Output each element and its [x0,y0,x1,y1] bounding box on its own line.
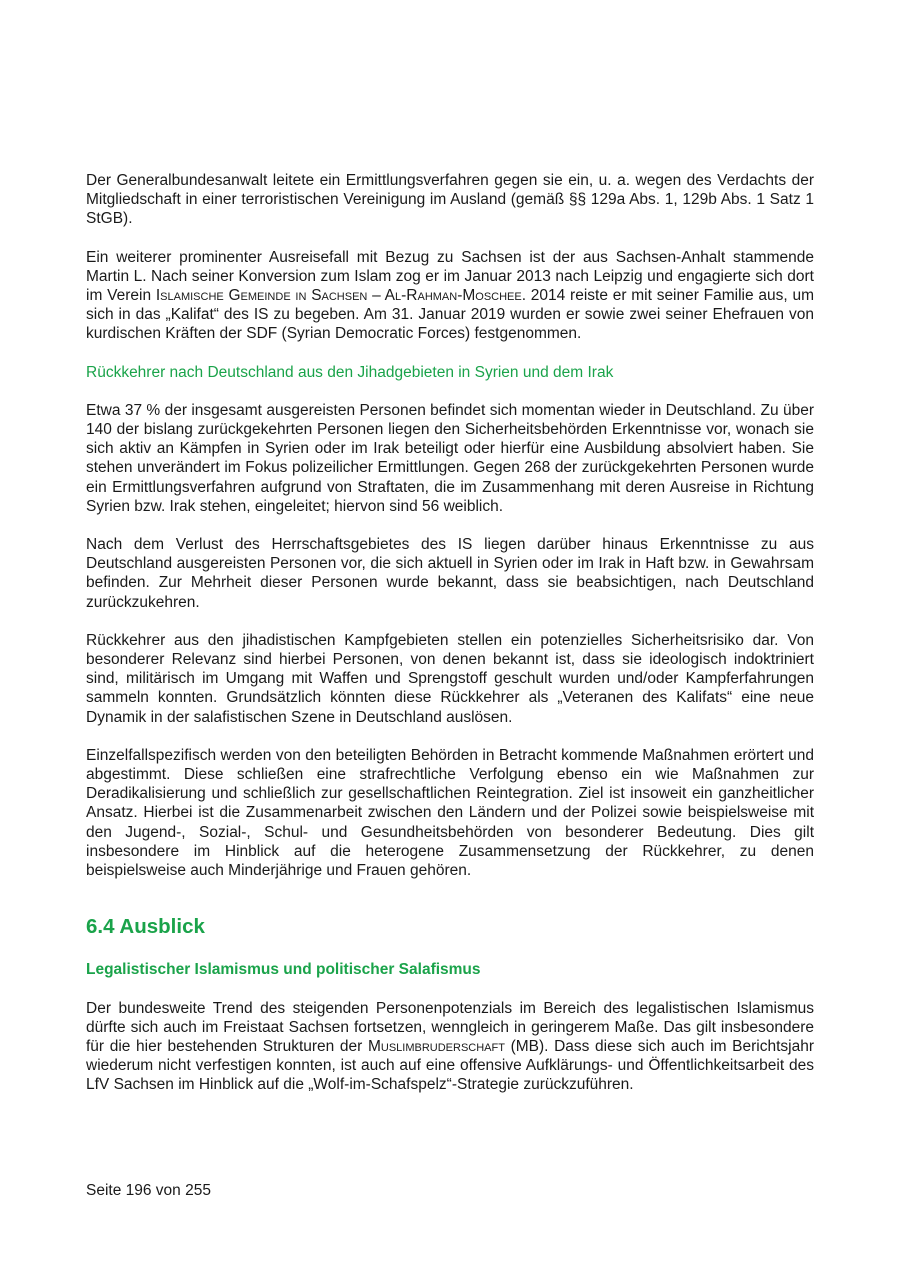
paragraph-sicherheitsrisiko: Rückkehrer aus den jihadistischen Kampfgebieten stellen ein potenzielles Sicherheitsrisiko dar. Von besonderer Relevanz sind hierbei Personen, von denen bekannt ist, dass sie ideologisch indoktriniert sind, militärisch im Umgang mit Waffen und Sprengstoff geschult wurden und/oder Kampferfahrungen sammeln konnten. Grundsätzlich könnten diese Rückkehrer als „Veteranen des Kalifats“ eine neue Dynamik in der salafistischen Szene in Deutschland auslösen. [86,631,814,726]
document-body [86,171,814,1095]
section-heading-ausblick: 6.4 Ausblick [86,915,205,939]
paragraph-text: (MB). Dass diese sich auch im Berichtsjahr wiederum nicht verfestigen konnten, ist auch auf eine offensive Aufklärungs- und Öffentlichkeitsarbeit des LfV Sachsen im Hinblick auf die „Wolf-im-Schafspelz“-Strategie zurückzuführen. [86,1037,814,1094]
paragraph-massnahmen: Einzelfallspezifisch werden von den beteiligten Behörden in Betracht kommende Maßnahmen erörtert und abgestimmt. Diese schließen eine strafrechtliche Verfolgung ebenso ein wie Maßnahmen zur Deradikalisierung und schließlich zur gesellschaftlichen Reintegration. Ziel ist insoweit ein ganzheitlicher Ansatz. Hierbei ist die Zusammenarbeit zwischen den Ländern und der Polizei sowie beispielsweise mit den Jugend-, Sozial-, Schul- und Gesundheitsbehörden von besonderer Bedeutung. Dies gilt insbesondere im Hinblick auf die heterogene Zusammensetzung der Rückkehrer, zu denen beispielsweise auch Minderjährige und Frauen gehören. [86,746,814,880]
page-number: Seite 196 von 255 [86,1182,211,1199]
organization-name: Islamische Gemeinde in Sachsen – Al-Rahman-Moschee [155,287,522,305]
paragraph-rueckkehrer-statistik: Etwa 37 % der insgesamt ausgereisten Personen befindet sich momentan wieder in Deutschland. Zu über 140 der bislang zurückgekehrten Personen liegen den Sicherheitsbehörden Erkenntnisse vor, wonach sie sich aktiv an Kämpfen in Syrien oder im Irak beteiligt oder hierfür eine Ausbildung absolviert haben. Sie stehen unverändert im Fokus polizeilicher Ermittlungen. Gegen 268 der zurückgekehrten Personen wurde ein Ermittlungsverfahren aufgrund von Straftaten, die im Zusammenhang mit deren Ausreise in Richtung Syrien bzw. Irak stehen, eingeleitet; hiervon sind 56 weiblich. [86,401,814,515]
paragraph-text: Ein weiterer prominenter Ausreisefall mit Bezug zu Sachsen ist der aus Sachsen-Anhalt stammende Martin L. Nach seiner Konversion zum Islam zog er im Januar 2013 nach Leipzig und engagierte sich dort im Verein [86,248,814,305]
paragraph-herrschaftsgebiet: Nach dem Verlust des Herrschaftsgebietes des IS liegen darüber hinaus Erkenntnisse zu aus Deutschland ausgereisten Personen vor, die sich aktuell in Syrien oder im Irak in Haft bzw. in Gewahrsam befinden. Zur Mehrheit dieser Personen wurde bekannt, dass sie beabsichtigen, nach Deutschland zurückzukehren. [86,536,814,611]
section-subheading-rueckkehrer: Rückkehrer nach Deutschland aus den Jihadgebieten in Syrien und dem Irak [86,363,614,381]
organization-name: Muslimbruderschaft [367,1037,505,1055]
paragraph-text: Der bundesweite Trend des steigenden Personenpotenzials im Bereich des legalistischen Islamismus dürfte sich auch im Freistaat Sachsen fortsetzen, wenngleich in geringerem Maße. Das gilt insbesondere für die hier bestehenden Strukturen der [86,999,814,1055]
paragraph-text: . 2014 reiste er mit seiner Familie aus, um sich in das „Kalifat“ des IS zu begeben. Am 31. Januar 2019 wurden er sowie zwei seiner Ehefrauen von kurdischen Kräften der SDF (Syrian Democratic Forces) festgenommen. [86,287,814,343]
paragraph-ermittlungsverfahren: Der Generalbundesanwalt leitete ein Ermittlungsverfahren gegen sie ein, u. a. wegen des Verdachts der Mitgliedschaft in einer terroristischen Vereinigung im Ausland (gemäß §§ 129a Abs. 1, 129b Abs. 1 Satz 1 StGB). [86,172,814,228]
subsection-heading-legalistischer-islamismus: Legalistischer Islamismus und politischer Salafismus [86,961,481,979]
paragraph-trend [86,999,814,1095]
paragraph-ausreisefall [86,248,814,344]
